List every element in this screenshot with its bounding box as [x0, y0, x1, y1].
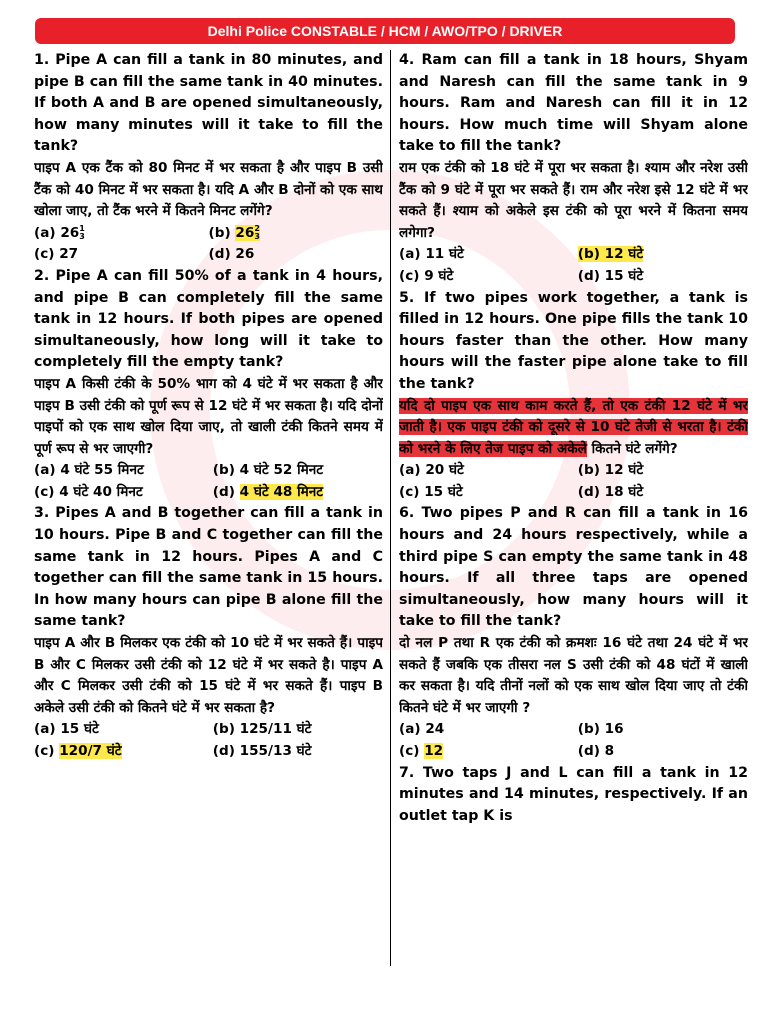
option-b: (b) 125/11 घंटे [212, 721, 312, 738]
option-a: (a) 15 घंटे [34, 721, 99, 738]
option-c: (c) 27 [34, 246, 79, 263]
question-1-options [34, 223, 383, 266]
option-c: (c) 4 घंटे 40 मिनट [34, 483, 143, 500]
option-d: (d) 26 [208, 246, 255, 263]
option-d: (d) 4 घंटे 48 मिनट [212, 483, 324, 500]
question-3 [34, 503, 383, 762]
page-header [35, 18, 735, 44]
question-3-hindi: पाइप A और B मिलकर एक टंकी को 10 घंटे में भर सकते हैं। पाइप B और C मिलकर उसी टंकी को 12 घंटे में भर सकते है। पाइप A और C मिलकर उसी टंकी को 15 घंटे में भर सकते हैं। पाइप B अकेले उसी टंकी को कितने घंटे में भर सकता है? [34, 635, 383, 716]
question-4-english: 4. Ram can fill a tank in 18 hours, Shyam and Naresh can fill the same tank in 9 hours. Ram and Naresh can fill it in 12 hours. How much time will Shyam alone take to fill the tank? [399, 52, 748, 155]
answer-highlight: 120/7 घंटे [59, 743, 122, 759]
question-2-english: 2. Pipe A can fill 50% of a tank in 4 hours, and pipe B can completely fill the same tank in 12 hours. If both pipes are opened simultaneously, how long will it take to completely fill the empty tank? [34, 267, 383, 371]
question-7 [399, 763, 748, 828]
question-1-english: 1. Pipe A can fill a tank in 80 minutes, and pipe B can fill the same tank in 40 minutes. If both A and B are opened simultaneously, how many minutes will it take to fill the tank? [34, 52, 383, 155]
question-6 [399, 503, 748, 762]
option-b: (b) 4 घंटे 52 मिनट [212, 462, 324, 479]
question-3-english: 3. Pipes A and B together can fill a tank in 10 hours. Pipe B and C together can fill the same tank in 12 hours. Pipes A and C together can fill the same tank in 15 hours. In how many hours can pipe B alone fill the same tank? [34, 505, 383, 630]
column-divider [390, 50, 391, 966]
option-b [578, 244, 748, 266]
question-6-hindi: दो नल P तथा R एक टंकी को क्रमशः 16 घंटे तथा 24 घंटे में भर सकते हैं जबकि एक तीसरा नल S उसी टंकी को 48 घंटों में खाली कर सकता है। यदि तीनों नलों को एक साथ खोल दिया जाए तो टंकी कितने घंटे में भर जाएगी ? [399, 635, 748, 716]
option-a: (a) 4 घंटे 55 मिनट [34, 462, 144, 479]
question-5 [399, 288, 748, 504]
option-c: (c) 15 घंटे [399, 483, 463, 500]
option-a: (a) 24 [399, 721, 445, 738]
option-b: (b) 26 2 3 [208, 223, 260, 241]
answer-highlight: 4 घंटे 48 मिनट [239, 483, 324, 500]
question-2-options [34, 460, 383, 503]
question-3-options [34, 719, 383, 762]
question-6-english: 6. Two pipes P and R can fill a tank in 16 hours and 24 hours respectively, while a third pipe S can empty the same tank in 48 hours. If all three taps are opened simultaneously, how many hours will it take to fill the tank? [399, 505, 748, 630]
question-4-hindi: राम एक टंकी को 18 घंटे में पूरा भर सकता है। श्याम और नरेश उसी टैंक को 9 घंटे में पूरा भर सकते हैं। राम और नरेश इसे 12 घंटे में भर सकते हैं। श्याम को अकेले इस टंकी को पूरा भरने में कितना समय लगेगा? [399, 159, 748, 241]
option-c: (c) 9 घंटे [399, 267, 454, 284]
header-title: Delhi Police CONSTABLE / HCM / AWO/TPO / DRIVER [207, 23, 563, 39]
question-4-options [399, 244, 748, 287]
option-b: (b) 16 [577, 721, 624, 738]
question-7-english: 7. Two taps J and L can fill a tank in 12 minutes and 14 minutes, respectively. If an outlet tap K is [399, 764, 748, 824]
red-highlight: यदि दो पाइप एक साथ काम करते हैं, तो एक टंकी 12 घंटे में भर जाती है। एक पाइप टंकी को दूसरे से 10 घंटे तेजी से भरता है। टंकी को भरने के लिए तेज पाइप को अकेले [399, 397, 748, 457]
left-column [34, 50, 383, 763]
answer-highlight: 26 2 3 [235, 223, 260, 241]
question-1-hindi: पाइप A एक टैंक को 80 मिनट में भर सकता है और पाइप B उसी टैंक को 40 मिनट में भर सकता है। यदि A और B दोनों को एक साथ खोला जाए, तो टैंक भरने में कितने मिनट लगेंगे? [34, 159, 383, 220]
fraction: 2 3 [254, 223, 260, 241]
option-d: (d) 8 [577, 743, 615, 759]
option-a: (a) 26 1 3 [34, 223, 85, 241]
option-a: (a) 20 घंटे [399, 462, 464, 479]
question-2-hindi: पाइप A किसी टंकी के 50% भाग को 4 घंटे में भर सकता है और पाइप B उसी टंकी को पूर्ण रूप से 12 घंटे में भर सकता है। यदि दोनों पाइपों को एक साथ खोल दिया जाए, तो खाली टंकी कितने समय में पूर्ण रूप से भर जाएगी? [34, 375, 383, 457]
fraction: 1 3 [79, 223, 85, 241]
answer-highlight: (b) 12 घंटे [577, 246, 644, 263]
answer-highlight: 12 [424, 743, 444, 759]
option-c: (c) 12 [399, 743, 444, 759]
question-5-english: 5. If two pipes work together, a tank is filled in 12 hours. One pipe fills the tank 10 hours faster than the other. How many hours will the faster pipe alone take to fill the tank? [399, 289, 748, 392]
option-d: (d) 18 घंटे [577, 483, 644, 500]
question-1 [34, 50, 383, 266]
option-d: (d) 15 घंटे [577, 267, 644, 284]
option-a: (a) 11 घंटे [399, 246, 464, 263]
option-d: (d) 155/13 घंटे [212, 743, 312, 759]
question-6-options [399, 719, 748, 762]
question-2 [34, 266, 383, 504]
option-c: (c) 120/7 घंटे [34, 743, 122, 759]
right-column [399, 50, 748, 827]
option-b: (b) 12 घंटे [577, 462, 644, 479]
question-5-hindi: यदि दो पाइप एक साथ काम करते हैं, तो एक टंकी 12 घंटे में भर जाती है। एक पाइप टंकी को दूसरे से 10 घंटे तेजी से भरता है। टंकी को भरने के लिए तेज पाइप को अकेले कितने घंटे लगेंगे? [399, 397, 748, 457]
question-5-options [399, 460, 748, 503]
question-4 [399, 50, 748, 288]
